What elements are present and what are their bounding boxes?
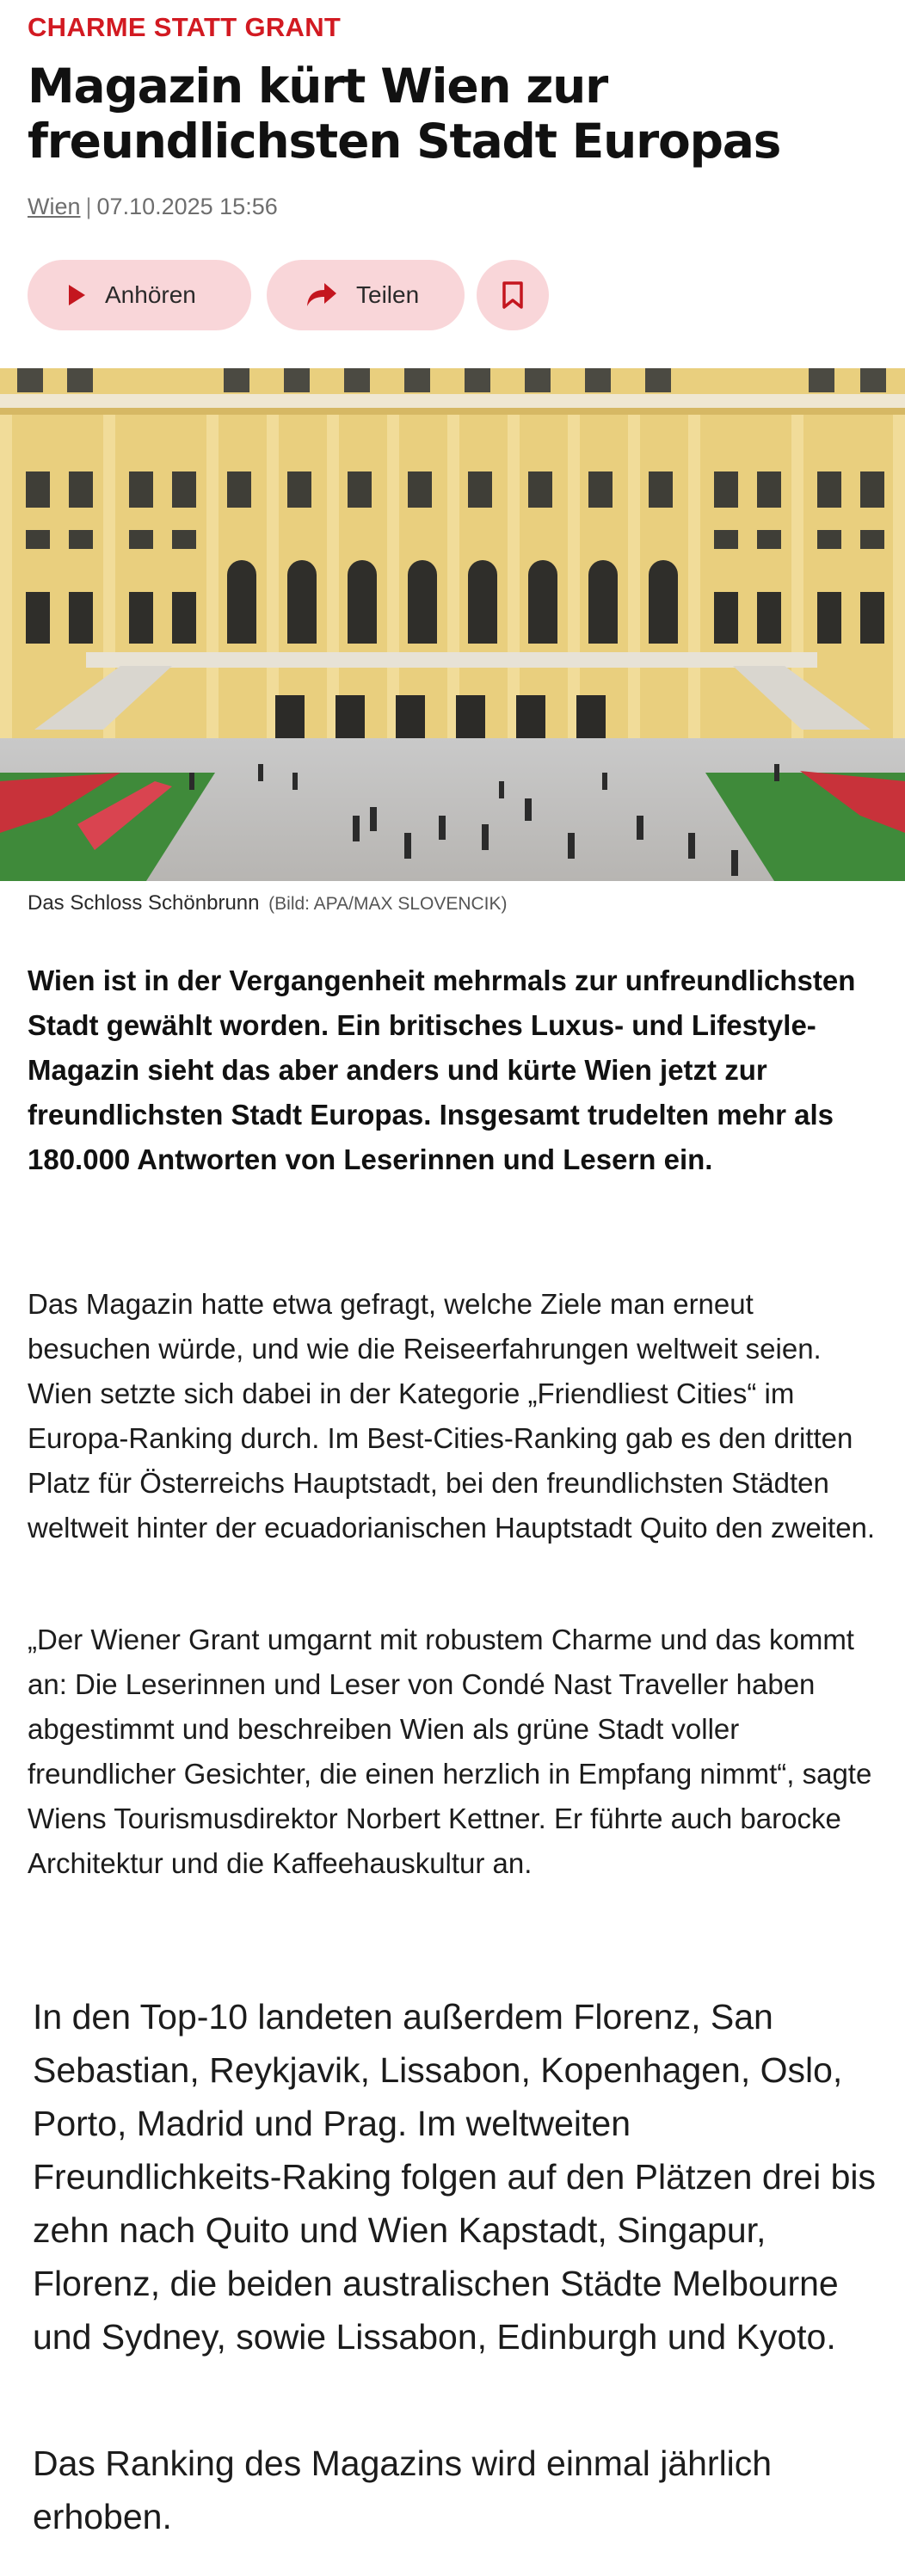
- schoenbrunn-photo: [0, 368, 905, 881]
- body-paragraph-1: Das Magazin hatte etwa gefragt, welche Ziele man erneut besuchen würde, und wie die Reiseerfahrungen weltweit seien. Wien setzte sich dabei in der Kategorie „Friendliest Cities“ im Europa-Ranking durch. Im Best-Cities-Ranking gab es den dritten Platz für Österreichs Hauptstadt, bei den freundlichsten Städten weltweit hinter der ecuadorianischen Hauptstadt Quito den zweiten.: [28, 1288, 876, 1544]
- meta-separator: |: [85, 194, 92, 219]
- share-label: Teilen: [356, 281, 420, 308]
- image-caption: [28, 891, 508, 915]
- bookmark-icon: [502, 281, 524, 309]
- article-hero-image: [0, 368, 905, 881]
- share-icon: [306, 282, 337, 308]
- article-meta: [28, 194, 278, 220]
- body-paragraph-2: „Der Wiener Grant umgarnt mit robustem Charme und das kommt an: Die Leserinnen und Leser von Condé Nast Traveller haben abgestimmt und beschreiben Wien als grüne Stadt voller freundlicher Gesichter, die einen herzlich in Empfang nimmt“, sagte Wiens Tourismusdirektor Norbert Kettner. Er führte auch barocke Architektur und die Kaffeehauskultur an.: [28, 1624, 872, 1879]
- category-link[interactable]: Wien: [28, 194, 81, 219]
- publish-date: 07.10.2025 15:56: [96, 194, 278, 219]
- image-credit: (Bild: APA/MAX SLOVENCIK): [268, 894, 508, 914]
- article-lead: Wien ist in der Vergangenheit mehrmals zur unfreundlichsten Stadt gewählt worden. Ein britisches Luxus- und Lifestyle-Magazin sieht das aber anders und kürte Wien jetzt zur freundlichsten Stadt Europas. Insgesamt trudelten mehr als 180.000 Antworten von Leserinnen und Lesern ein.: [28, 964, 856, 1175]
- body-paragraph-4: Das Ranking des Magazins wird einmal jährlich erhoben.: [33, 2444, 773, 2536]
- article-kicker: CHARME STATT GRANT: [28, 12, 342, 42]
- article-headline: Magazin kürt Wien zur freundlichsten Stadt Europas: [28, 59, 781, 169]
- body-paragraph-3: In den Top-10 landeten außerdem Florenz, San Sebastian, Reykjavik, Lissabon, Kopenhagen, Oslo, Porto, Madrid und Prag. Im weltweiten Freundlichkeits-Raking folgen auf den Plätzen drei bis zehn nach Quito und Wien Kapstadt, Singapur, Florenz, die beiden australischen Städte Melbourne und Sydney, sowie Lissabon, Edinburgh und Kyoto.: [33, 1997, 876, 2357]
- listen-button[interactable]: [28, 260, 251, 330]
- play-icon: [67, 284, 86, 306]
- share-button[interactable]: [267, 260, 465, 330]
- listen-label: Anhören: [105, 281, 196, 308]
- caption-text: Das Schloss Schönbrunn: [28, 891, 260, 915]
- bookmark-button[interactable]: [477, 260, 549, 330]
